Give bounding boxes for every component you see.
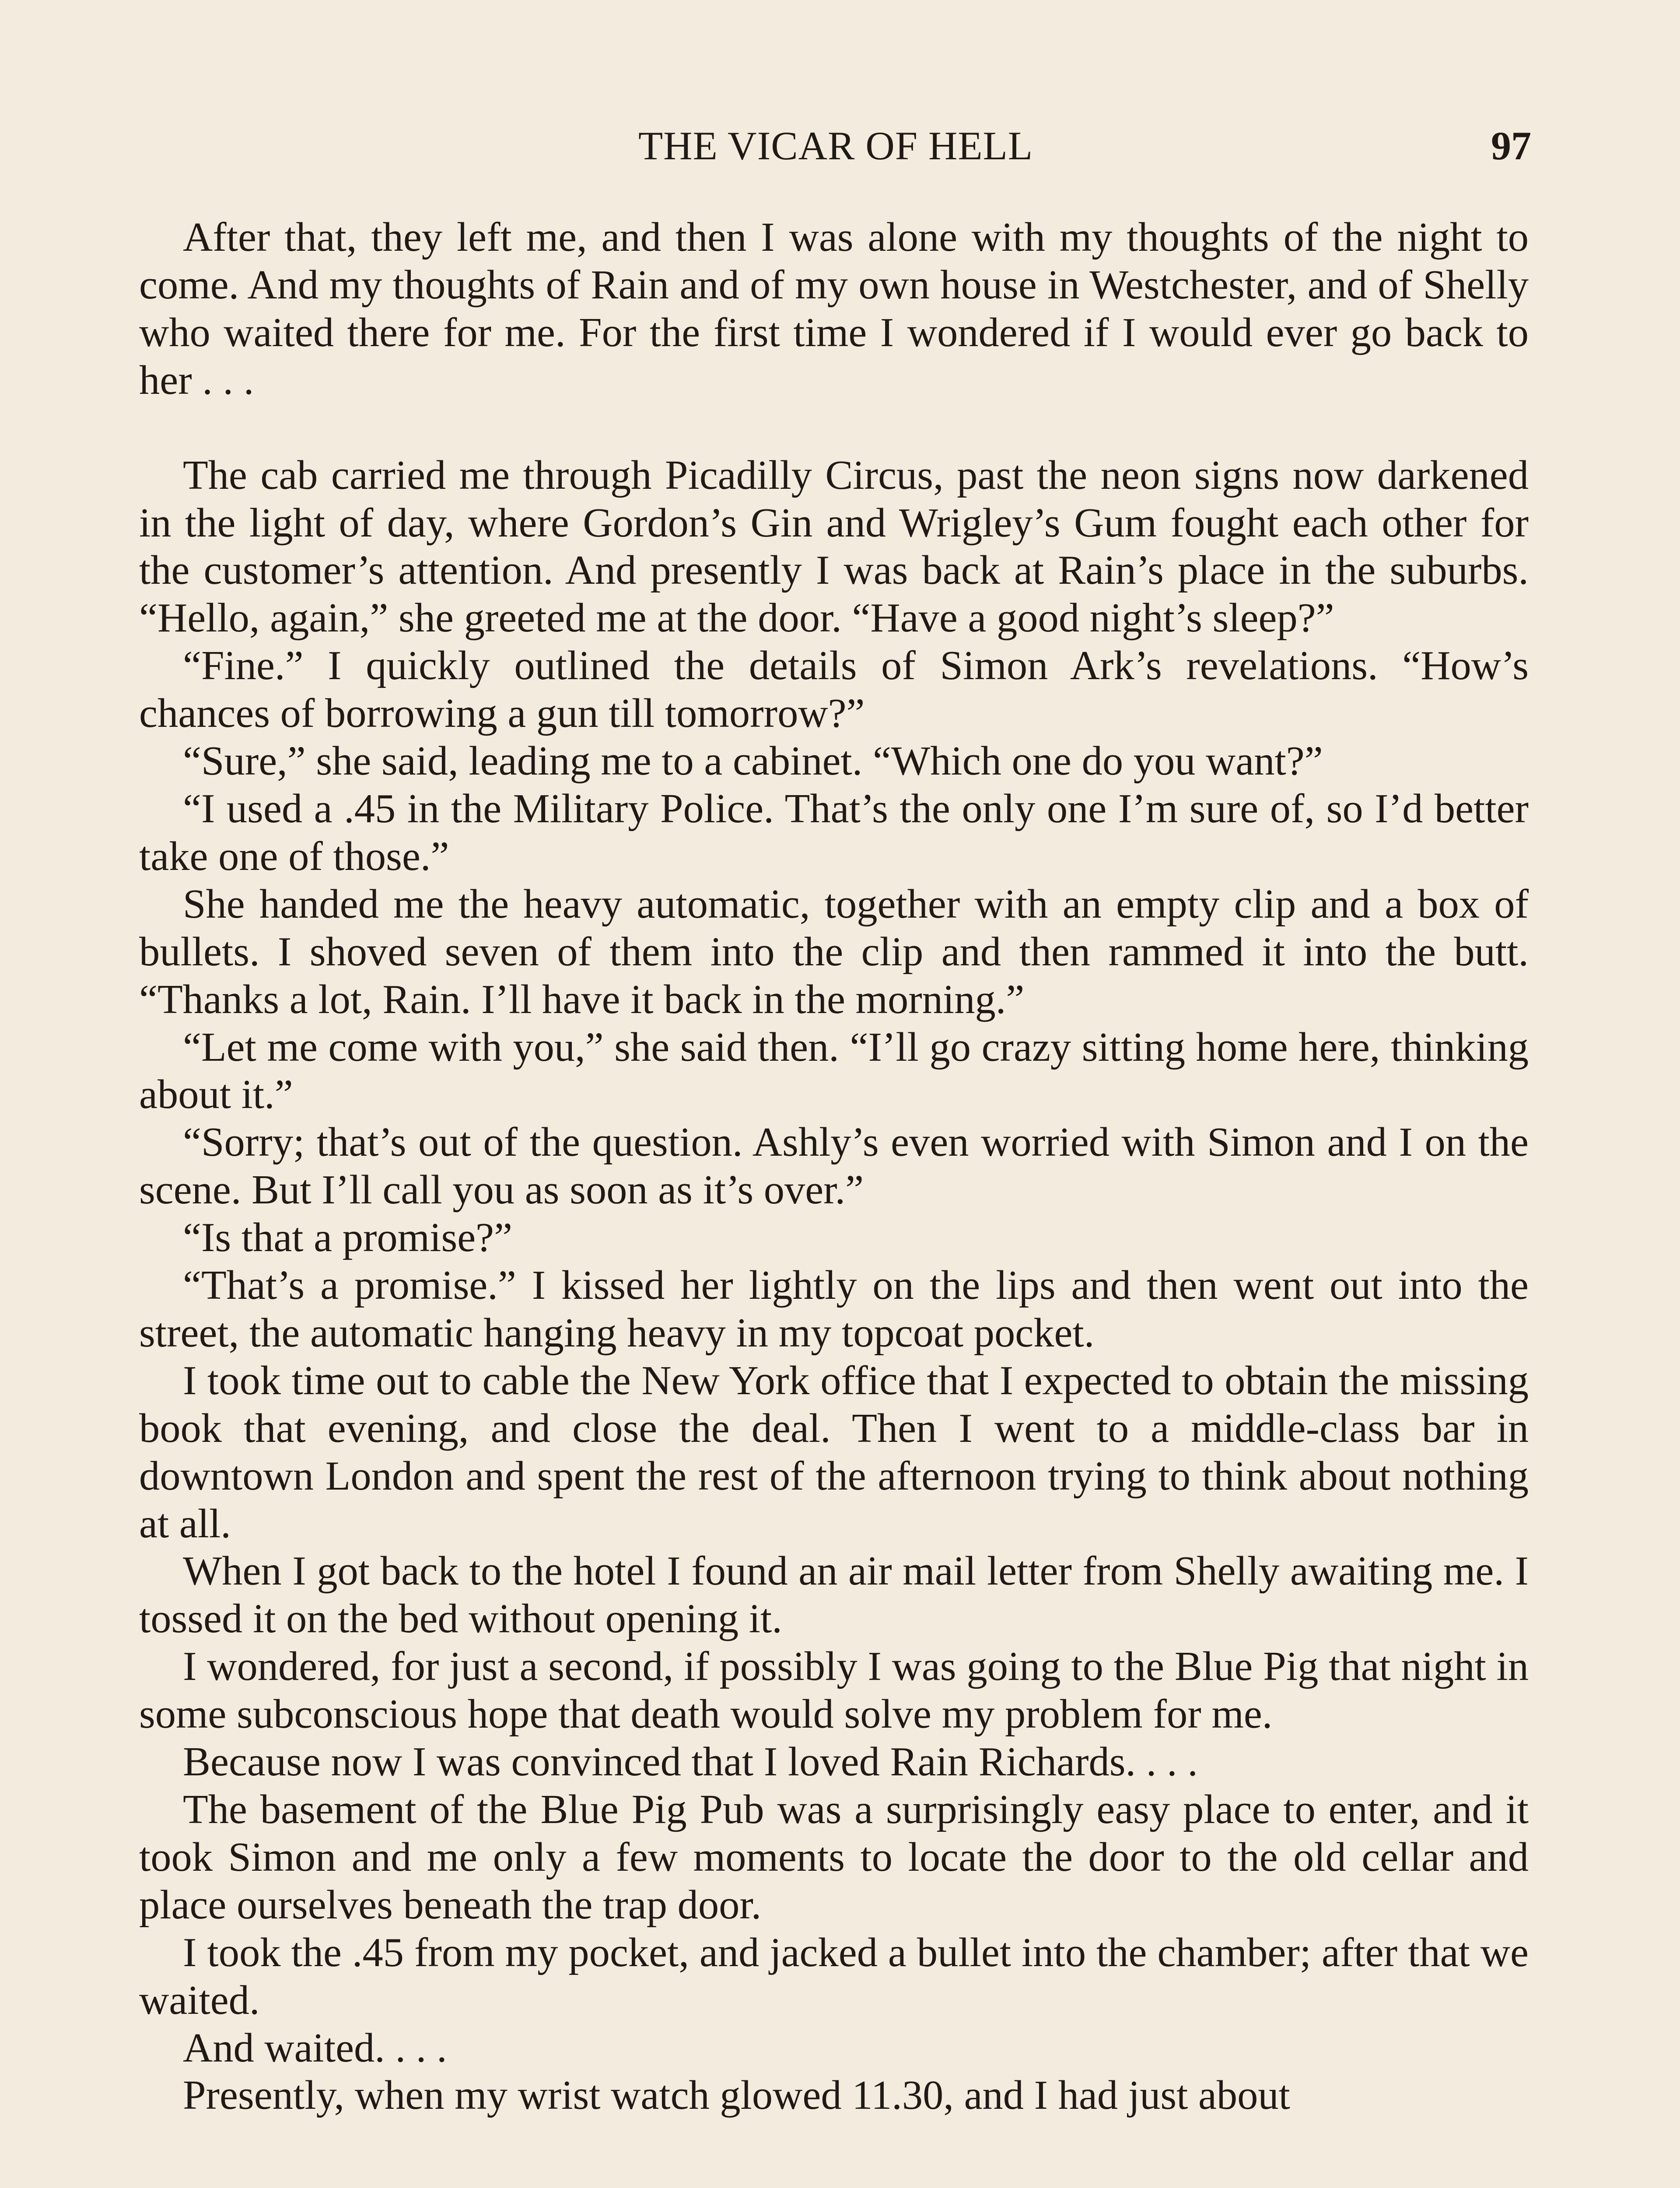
paragraph: And waited. . . .: [183, 2025, 447, 2071]
paragraph: After that, they left me, and then I was alone with my thoughts of the night to come. And my thoughts of Rain and of my own house in Westchester, and of Shelly who waited there for me. For the first time I wondered if I would ever go back to her . . .: [139, 214, 1529, 403]
paragraph: I took time out to cable the New York office that I expected to obtain the missing book that evening, and close the deal. Then I went to a middle-class bar in downtown London and spent the rest of the afternoon trying to think about nothing at all.: [139, 1357, 1529, 1546]
paragraph: “Let me come with you,” she said then. “I’ll go crazy sitting home here, thinking about it.”: [139, 1024, 1529, 1118]
paragraph: She handed me the heavy automatic, together with an empty clip and a box of bullets. I shoved seven of them into the clip and then rammed it into the butt. “Thanks a lot, Rain. I’ll have it back in the morning.”: [139, 881, 1529, 1022]
paragraph: “Is that a promise?”: [183, 1215, 513, 1261]
paragraph: Presently, when my wrist watch glowed 11.30, and I had just about: [183, 2072, 1290, 2118]
paragraph: When I got back to the hotel I found an air mail letter from Shelly awaiting me. I tossed it on the bed without opening it.: [139, 1548, 1529, 1642]
paragraph: “Sorry; that’s out of the question. Ashly’s even worried with Simon and I on the scene. But I’ll call you as soon as it’s over.”: [139, 1119, 1529, 1213]
paragraph: I wondered, for just a second, if possibly I was going to the Blue Pig that night in some subconscious hope that death would solve my problem for me.: [139, 1644, 1529, 1737]
body-text: [139, 214, 1529, 2119]
paragraph: “I used a .45 in the Military Police. That’s the only one I’m sure of, so I’d better take one of those.”: [139, 785, 1529, 879]
paragraph: “Sure,” she said, leading me to a cabinet. “Which one do you want?”: [183, 738, 1323, 784]
paragraph: “Fine.” I quickly outlined the details of Simon Ark’s revelations. “How’s chances of borrowing a gun till tomorrow?”: [139, 643, 1529, 736]
running-title: THE VICAR OF HELL: [638, 123, 1033, 168]
paragraph: “That’s a promise.” I kissed her lightly on the lips and then went out into the street, the automatic hanging heavy in my topcoat pocket.: [139, 1262, 1529, 1356]
page-header: [140, 123, 1531, 171]
paragraph: I took the .45 from my pocket, and jacked a bullet into the chamber; after that we waited.: [139, 1929, 1529, 2023]
page-number: 97: [1491, 123, 1531, 168]
paragraph: The cab carried me through Picadilly Circus, past the neon signs now darkened in the light of day, where Gordon’s Gin and Wrigley’s Gum fought each other for the customer’s attention. And presently I was back at Rain’s place in the suburbs. “Hello, again,” she greeted me at the door. “Have a good night’s sleep?”: [139, 452, 1529, 641]
paragraph: The basement of the Blue Pig Pub was a surprisingly easy place to enter, and it took Simon and me only a few moments to locate the door to the old cellar and place ourselves beneath the trap door.: [139, 1787, 1529, 1928]
paragraph: Because now I was convinced that I loved Rain Richards. . . .: [183, 1739, 1198, 1785]
